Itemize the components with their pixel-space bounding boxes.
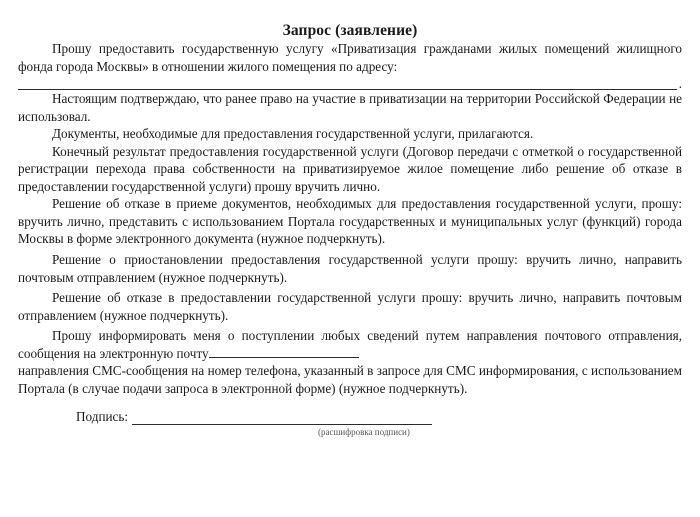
document-page bbox=[0, 12, 700, 517]
information-lead-text: Прошу информировать меня о поступлении любых сведений путем направления почтового отправления, сообщения на электронную почту bbox=[18, 328, 682, 361]
address-line-period: . bbox=[678, 76, 682, 92]
document-body bbox=[0, 40, 700, 397]
paragraph-documents: Документы, необходимые для предоставления государственной услуги, прилагаются. bbox=[52, 126, 534, 142]
paragraph-suspension: Решение о приостановлении предоставления государственной услуги прошу: вручить лично, направить почтовым отправлением (нужное подчеркнуть). bbox=[18, 252, 682, 285]
page-title: Запрос (заявление) bbox=[282, 22, 418, 39]
signature-row bbox=[18, 409, 682, 425]
paragraph-request: Прошу предоставить государственную услугу «Приватизация гражданами жилых помещений жилищного фонда города Москвы» в отношении жилого помещения по адресу: bbox=[18, 41, 682, 74]
paragraph-final-result: Конечный результат предоставления государственной услуги (Договор передачи с отметкой о государственной регистрации перехода права собственности на приватизируемое жилое помещение либо решение об отказе в предоставлении государственной услуги) прошу вручить лично. bbox=[18, 143, 682, 194]
paragraph-confirmation: Настоящим подтверждаю, что ранее право на участие в приватизации на территории Российской Федерации не использовал. bbox=[18, 91, 682, 124]
email-fill-line[interactable] bbox=[209, 346, 359, 358]
paragraph-refusal-acceptance: Решение об отказе в приеме документов, необходимых для предоставления государственной услуги, прошу: вручить лично, представить с использованием Портала государственных и муниципальных услуг (функций) города Москвы в форме электронного документа (нужное подчеркнуть). bbox=[18, 196, 682, 247]
signature-block bbox=[0, 409, 700, 437]
signature-fill-line[interactable] bbox=[132, 413, 432, 425]
signature-label: Подпись: bbox=[76, 409, 129, 425]
signature-caption: (расшифровка подписи) bbox=[318, 427, 410, 438]
paragraph-information-tail: направления СМС-сообщения на номер телефона, указанный в запросе для СМС информирования, с использованием Портала (в случае подачи запроса в электронной форме) (нужное подчеркнуть). bbox=[18, 363, 682, 396]
paragraph-refusal-service: Решение об отказе в предоставлении государственной услуги прошу: вручить лично, направить почтовым отправлением (нужное подчеркнуть). bbox=[18, 290, 682, 323]
paragraph-information-lead bbox=[18, 327, 682, 362]
address-fill-line[interactable] bbox=[18, 77, 682, 90]
